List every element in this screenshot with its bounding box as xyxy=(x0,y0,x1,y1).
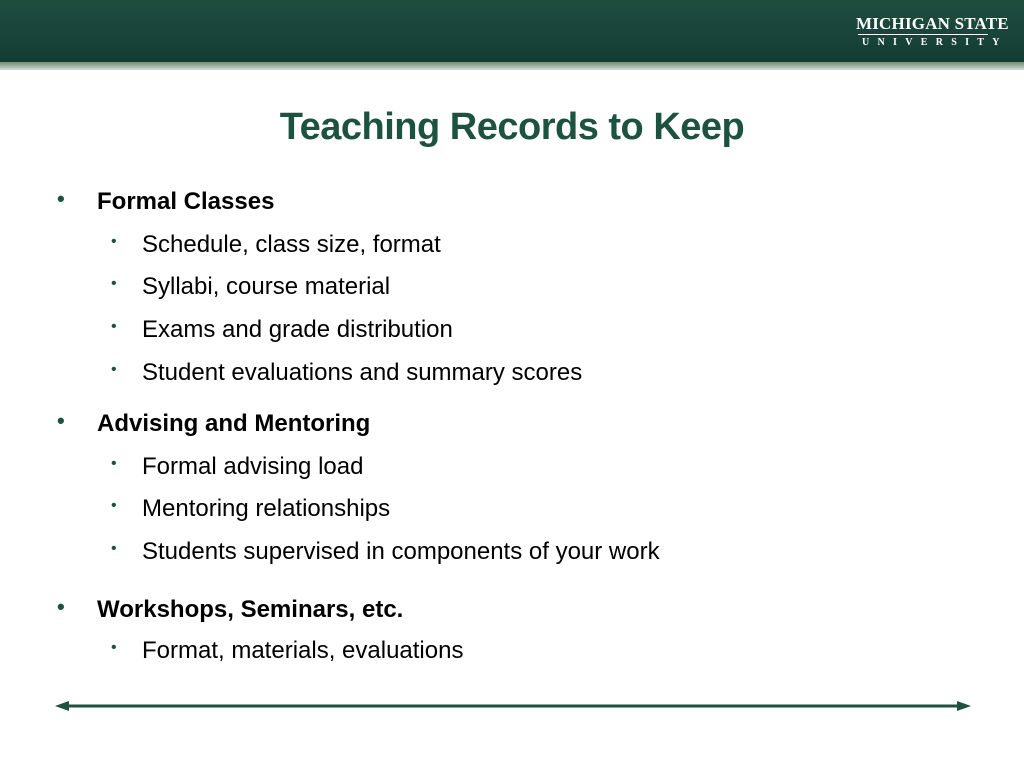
list-item xyxy=(111,273,391,301)
section-heading xyxy=(57,408,371,438)
list-item-text: Mentoring relationships xyxy=(142,495,391,522)
list-item xyxy=(111,495,391,523)
bullet-icon: • xyxy=(111,455,117,472)
section-heading xyxy=(57,186,275,216)
bullet-icon: • xyxy=(57,186,65,211)
bullet-icon: • xyxy=(57,408,65,433)
list-item-text: Schedule, class size, format xyxy=(142,231,441,258)
list-item-text: Formal advising load xyxy=(142,453,364,480)
bullet-icon: • xyxy=(111,275,117,292)
list-item xyxy=(111,637,464,665)
list-item-text: Format, materials, evaluations xyxy=(142,637,464,664)
logo-divider xyxy=(858,34,988,35)
list-item xyxy=(111,359,583,387)
arrow-right-icon xyxy=(957,701,971,711)
list-item-text: Exams and grade distribution xyxy=(142,316,453,343)
msu-logo xyxy=(856,14,1009,48)
section-heading-text: Advising and Mentoring xyxy=(97,410,371,437)
logo-wordmark-top: MICHIGAN STATE xyxy=(856,14,1009,33)
section-heading xyxy=(57,594,404,624)
section-heading-text: Formal Classes xyxy=(97,188,275,215)
list-item-text: Student evaluations and summary scores xyxy=(142,359,583,386)
bullet-icon: • xyxy=(111,318,117,335)
header-stripe xyxy=(0,62,1024,70)
slide-title: Teaching Records to Keep xyxy=(279,106,745,148)
list-item-text: Students supervised in components of your work xyxy=(142,538,660,565)
section-heading-text: Workshops, Seminars, etc. xyxy=(97,596,404,623)
bullet-icon: • xyxy=(111,361,117,378)
bullet-icon: • xyxy=(111,639,117,656)
list-item xyxy=(111,453,364,481)
bullet-icon: • xyxy=(57,594,65,619)
arrow-left-icon xyxy=(55,701,69,711)
list-item xyxy=(111,231,441,259)
list-item xyxy=(111,316,453,344)
bullet-icon: • xyxy=(111,540,117,557)
footer-rule xyxy=(67,705,959,708)
bullet-icon: • xyxy=(111,497,117,514)
list-item xyxy=(111,538,660,566)
footer-divider xyxy=(55,700,971,712)
bullet-icon: • xyxy=(111,233,117,250)
logo-wordmark-bottom: UNIVERSITY xyxy=(862,37,1008,48)
list-item-text: Syllabi, course material xyxy=(142,273,391,300)
